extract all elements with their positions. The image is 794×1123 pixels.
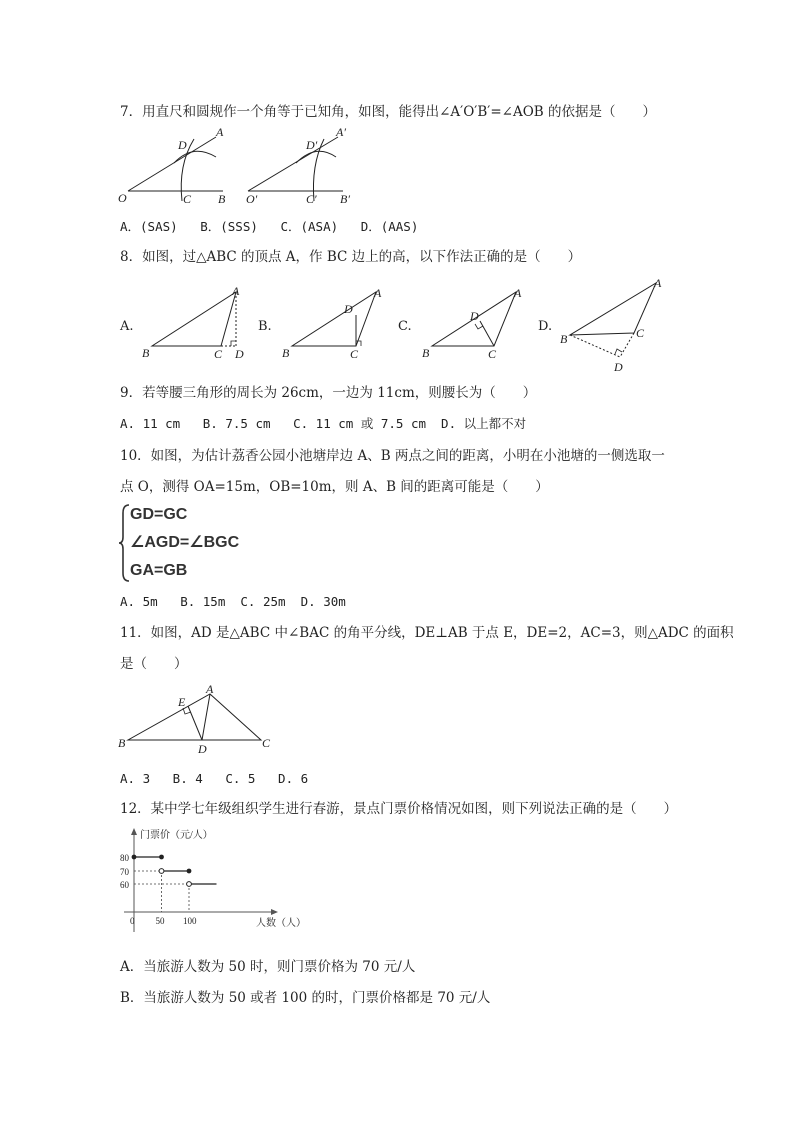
q8b-label-d: D [344,302,353,316]
x-tick-label: 100 [183,916,197,926]
q8b-label-c: C [350,347,359,361]
q8b-label-b: B [282,346,290,360]
q8c-label-c: C [488,347,497,361]
q8-choice-d-label: D. [538,319,553,334]
q8a-label-b: B [142,346,150,360]
segment-3-start-point [187,882,192,887]
q9-options: A. 11 cm B. 7.5 cm C. 11 cm 或 7.5 cm D. 以上都不对 [120,416,527,431]
q7-left-label-b: B [218,192,226,206]
y-tick-label: 60 [120,880,129,890]
y-axis-label: 门票价（元/人） [140,830,213,841]
segment-1-start-point [132,855,137,860]
q8-figure-d [558,275,678,375]
q11-stem-line2: 是（ ） [120,656,188,672]
q8d-label-c: C [636,326,645,340]
q11-options: A. 3 B. 4 C. 5 D. 6 [120,771,309,786]
segment-1-end-point [159,855,164,860]
q8a-label-d: D [235,347,244,361]
q7-options: A．(SAS) B．(SSS) C．(ASA) D．(AAS) [120,219,419,234]
q8-choice-b-label: B. [258,319,272,334]
q12-ticket-price-chart [118,826,306,944]
q8c-label-b: B [422,346,430,360]
q8-choice-a-label: A. [120,319,134,334]
segment-2-start-point [159,869,164,874]
system-line-3: GA=GB [130,562,188,579]
q12-option-a: A．当旅游人数为 50 时，则门票价格为 70 元/人 [120,959,416,975]
q7-left-construction [118,125,226,206]
y-tick-label: 70 [120,867,129,877]
q8-figure-a [138,283,258,363]
system-line-1: GD=GC [130,506,188,523]
q12-option-b: B．当旅游人数为 50 或者 100 的时，门票价格都是 70 元/人 [120,990,491,1006]
q11-label-a: A [206,682,214,696]
q8d-label-a: A [654,276,662,290]
q11-label-b: B [118,736,126,750]
q7-right-label-c: C′ [306,192,317,206]
x-tick-label: 50 [155,916,165,926]
q8b-label-a: A [374,286,382,300]
q8a-label-a: A [232,284,240,298]
q12-stem: 12．某中学七年级组织学生进行春游，景点门票价格情况如图，则下列说法正确的是（ ） [120,801,678,817]
q7-left-label-a: A [216,125,224,139]
q11-label-e: E [178,695,186,709]
q7-right-label-b: B′ [340,192,350,206]
x-axis-arrow-icon [271,909,278,915]
q10-stem-line1: 10．如图，为估计荔香公园小池塘岸边 A、B 两点之间的距离，小明在小池塘的一侧选取一 [120,448,665,464]
q8-choice-c-label: C. [398,319,412,334]
q8-figure-b [278,283,398,363]
q10-stem-line2: 点 O，测得 OA=15m，OB=10m，则 A、B 间的距离可能是（ ） [120,479,549,495]
q7-right-construction [246,125,350,206]
q7-left-label-o: O [118,191,127,205]
x-axis-label: 人数（人） [256,918,306,929]
q7-stem: 7．用直尺和圆规作一个角等于已知角，如图，能得出∠A′O′B′=∠AOB 的依据是（ ） [120,104,656,120]
q11-figure [116,680,276,760]
q8a-label-c: C [214,347,223,361]
q10-options: A. 5m B. 15m C. 25m D. 30m [120,594,346,609]
q8c-label-a: A [514,286,522,300]
q9-stem: 9．若等腰三角形的周长为 26cm，一边为 11cm，则腰长为（ ） [120,385,537,401]
y-axis-arrow-icon [131,828,137,835]
q11-stem-line1: 11．如图，AD 是△ABC 中∠BAC 的角平分线，DE⊥AB 于点 E，DE=2，AC=3，则△ADC 的面积 [120,625,734,641]
q11-label-c: C [262,736,271,750]
y-tick-label: 80 [120,853,129,863]
q7-right-label-a: A′ [336,125,346,139]
q7-figure [118,125,448,205]
q7-left-label-c: C [183,192,192,206]
system-line-2: ∠AGD=∠BGC [130,534,240,551]
q8-figure-c [418,283,538,363]
q8-stem: 8．如图，过△ABC 的顶点 A，作 BC 边上的高，以下作法正确的是（ ） [120,249,582,265]
q10-equation-system [118,503,240,583]
q8c-label-d: D [470,309,479,323]
q11-label-d: D [198,742,207,756]
q8d-label-b: B [560,332,568,346]
q7-left-label-d: D [178,138,187,152]
x-tick-label: 0 [130,916,135,926]
segment-2-end-point [187,869,192,874]
q7-right-label-o: O′ [246,192,258,206]
q7-right-label-d: D′ [306,138,318,152]
q8d-label-d: D [614,360,623,374]
